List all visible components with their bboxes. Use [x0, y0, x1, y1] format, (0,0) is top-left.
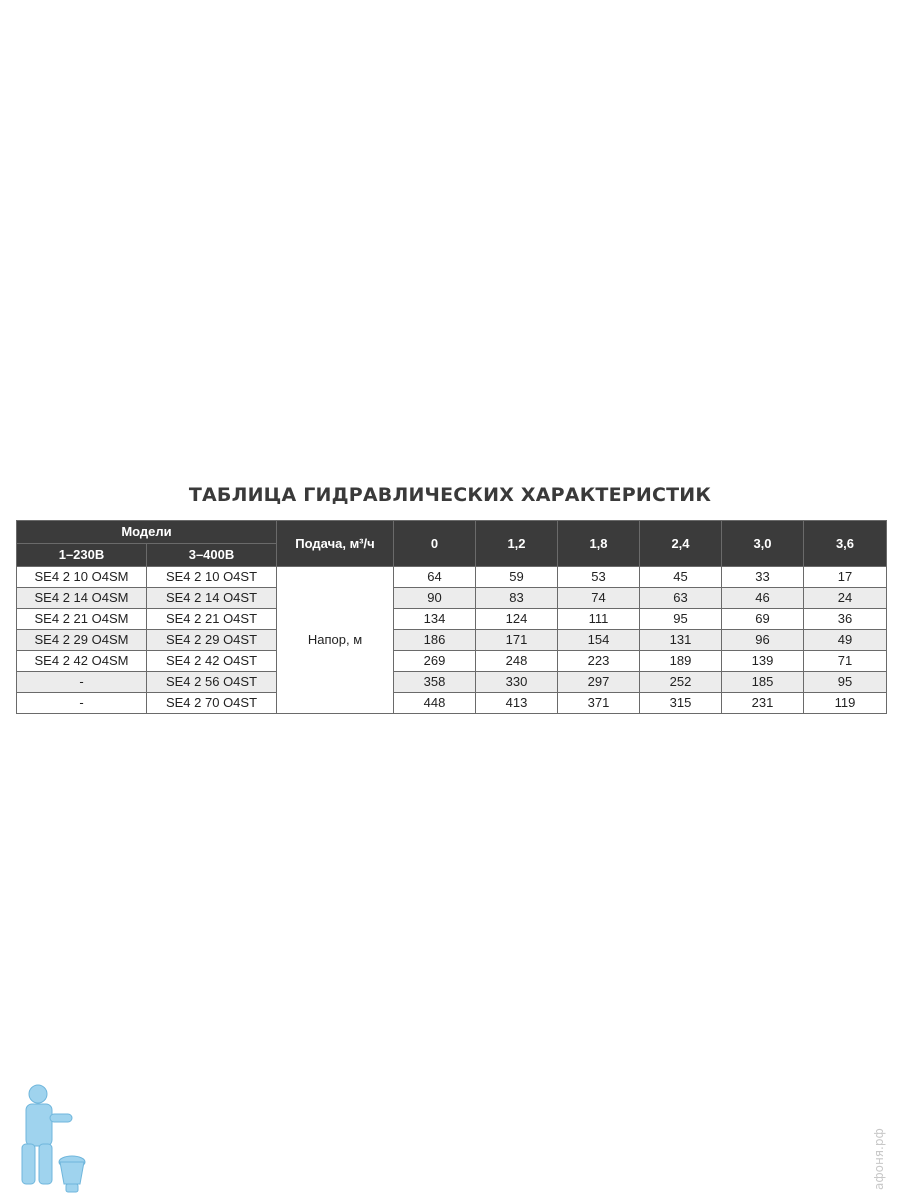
head-value-cell: 330	[476, 672, 558, 693]
plumber-mascot-logo	[12, 1080, 87, 1195]
head-value-cell: 111	[558, 609, 640, 630]
head-value-cell: 74	[558, 588, 640, 609]
flow-value-header: 1,2	[476, 521, 558, 567]
single-phase-header: 1–230В	[17, 544, 147, 567]
head-value-cell: 71	[804, 651, 887, 672]
model-1ph-cell: SE4 2 21 O4SM	[17, 609, 147, 630]
flow-value-header: 3,0	[722, 521, 804, 567]
head-value-cell: 139	[722, 651, 804, 672]
model-1ph-cell: -	[17, 672, 147, 693]
model-3ph-cell: SE4 2 56 O4ST	[147, 672, 277, 693]
head-value-cell: 45	[640, 567, 722, 588]
head-value-cell: 33	[722, 567, 804, 588]
head-label-cell: Напор, м	[277, 567, 394, 714]
head-value-cell: 231	[722, 693, 804, 714]
head-value-cell: 315	[640, 693, 722, 714]
flow-header: Подача, м³/ч	[277, 521, 394, 567]
flow-value-header: 3,6	[804, 521, 887, 567]
head-value-cell: 59	[476, 567, 558, 588]
head-value-cell: 90	[394, 588, 476, 609]
hydraulic-characteristics-table	[16, 520, 887, 714]
head-value-cell: 371	[558, 693, 640, 714]
table-row	[17, 609, 887, 630]
page-title: ТАБЛИЦА ГИДРАВЛИЧЕСКИХ ХАРАКТЕРИСТИК	[188, 484, 712, 506]
model-3ph-cell: SE4 2 29 O4ST	[147, 630, 277, 651]
model-1ph-cell: -	[17, 693, 147, 714]
head-value-cell: 269	[394, 651, 476, 672]
head-value-cell: 63	[640, 588, 722, 609]
head-value-cell: 186	[394, 630, 476, 651]
model-1ph-cell: SE4 2 10 O4SM	[17, 567, 147, 588]
head-value-cell: 46	[722, 588, 804, 609]
head-value-cell: 171	[476, 630, 558, 651]
head-value-cell: 223	[558, 651, 640, 672]
model-1ph-cell: SE4 2 42 O4SM	[17, 651, 147, 672]
table-row	[17, 672, 887, 693]
head-value-cell: 95	[640, 609, 722, 630]
model-3ph-cell: SE4 2 10 O4ST	[147, 567, 277, 588]
head-value-cell: 134	[394, 609, 476, 630]
head-value-cell: 248	[476, 651, 558, 672]
head-value-cell: 124	[476, 609, 558, 630]
head-value-cell: 53	[558, 567, 640, 588]
table-row	[17, 693, 887, 714]
head-value-cell: 83	[476, 588, 558, 609]
model-3ph-cell: SE4 2 14 O4ST	[147, 588, 277, 609]
models-header: Модели	[17, 521, 277, 544]
head-value-cell: 49	[804, 630, 887, 651]
head-value-cell: 95	[804, 672, 887, 693]
head-value-cell: 131	[640, 630, 722, 651]
head-value-cell: 252	[640, 672, 722, 693]
head-value-cell: 119	[804, 693, 887, 714]
flow-value-header: 0	[394, 521, 476, 567]
model-3ph-cell: SE4 2 21 O4ST	[147, 609, 277, 630]
table-row	[17, 567, 887, 588]
head-value-cell: 17	[804, 567, 887, 588]
flow-value-header: 2,4	[640, 521, 722, 567]
site-watermark: афоня.рф	[872, 1128, 886, 1190]
head-value-cell: 36	[804, 609, 887, 630]
model-3ph-cell: SE4 2 42 O4ST	[147, 651, 277, 672]
model-3ph-cell: SE4 2 70 O4ST	[147, 693, 277, 714]
table-row	[17, 588, 887, 609]
head-value-cell: 185	[722, 672, 804, 693]
head-value-cell: 69	[722, 609, 804, 630]
head-value-cell: 24	[804, 588, 887, 609]
head-value-cell: 297	[558, 672, 640, 693]
model-1ph-cell: SE4 2 14 O4SM	[17, 588, 147, 609]
head-value-cell: 64	[394, 567, 476, 588]
head-value-cell: 358	[394, 672, 476, 693]
head-value-cell: 189	[640, 651, 722, 672]
head-value-cell: 96	[722, 630, 804, 651]
table-row	[17, 630, 887, 651]
head-value-cell: 413	[476, 693, 558, 714]
table-row	[17, 651, 887, 672]
head-value-cell: 448	[394, 693, 476, 714]
flow-value-header: 1,8	[558, 521, 640, 567]
three-phase-header: 3–400В	[147, 544, 277, 567]
head-value-cell: 154	[558, 630, 640, 651]
model-1ph-cell: SE4 2 29 O4SM	[17, 630, 147, 651]
